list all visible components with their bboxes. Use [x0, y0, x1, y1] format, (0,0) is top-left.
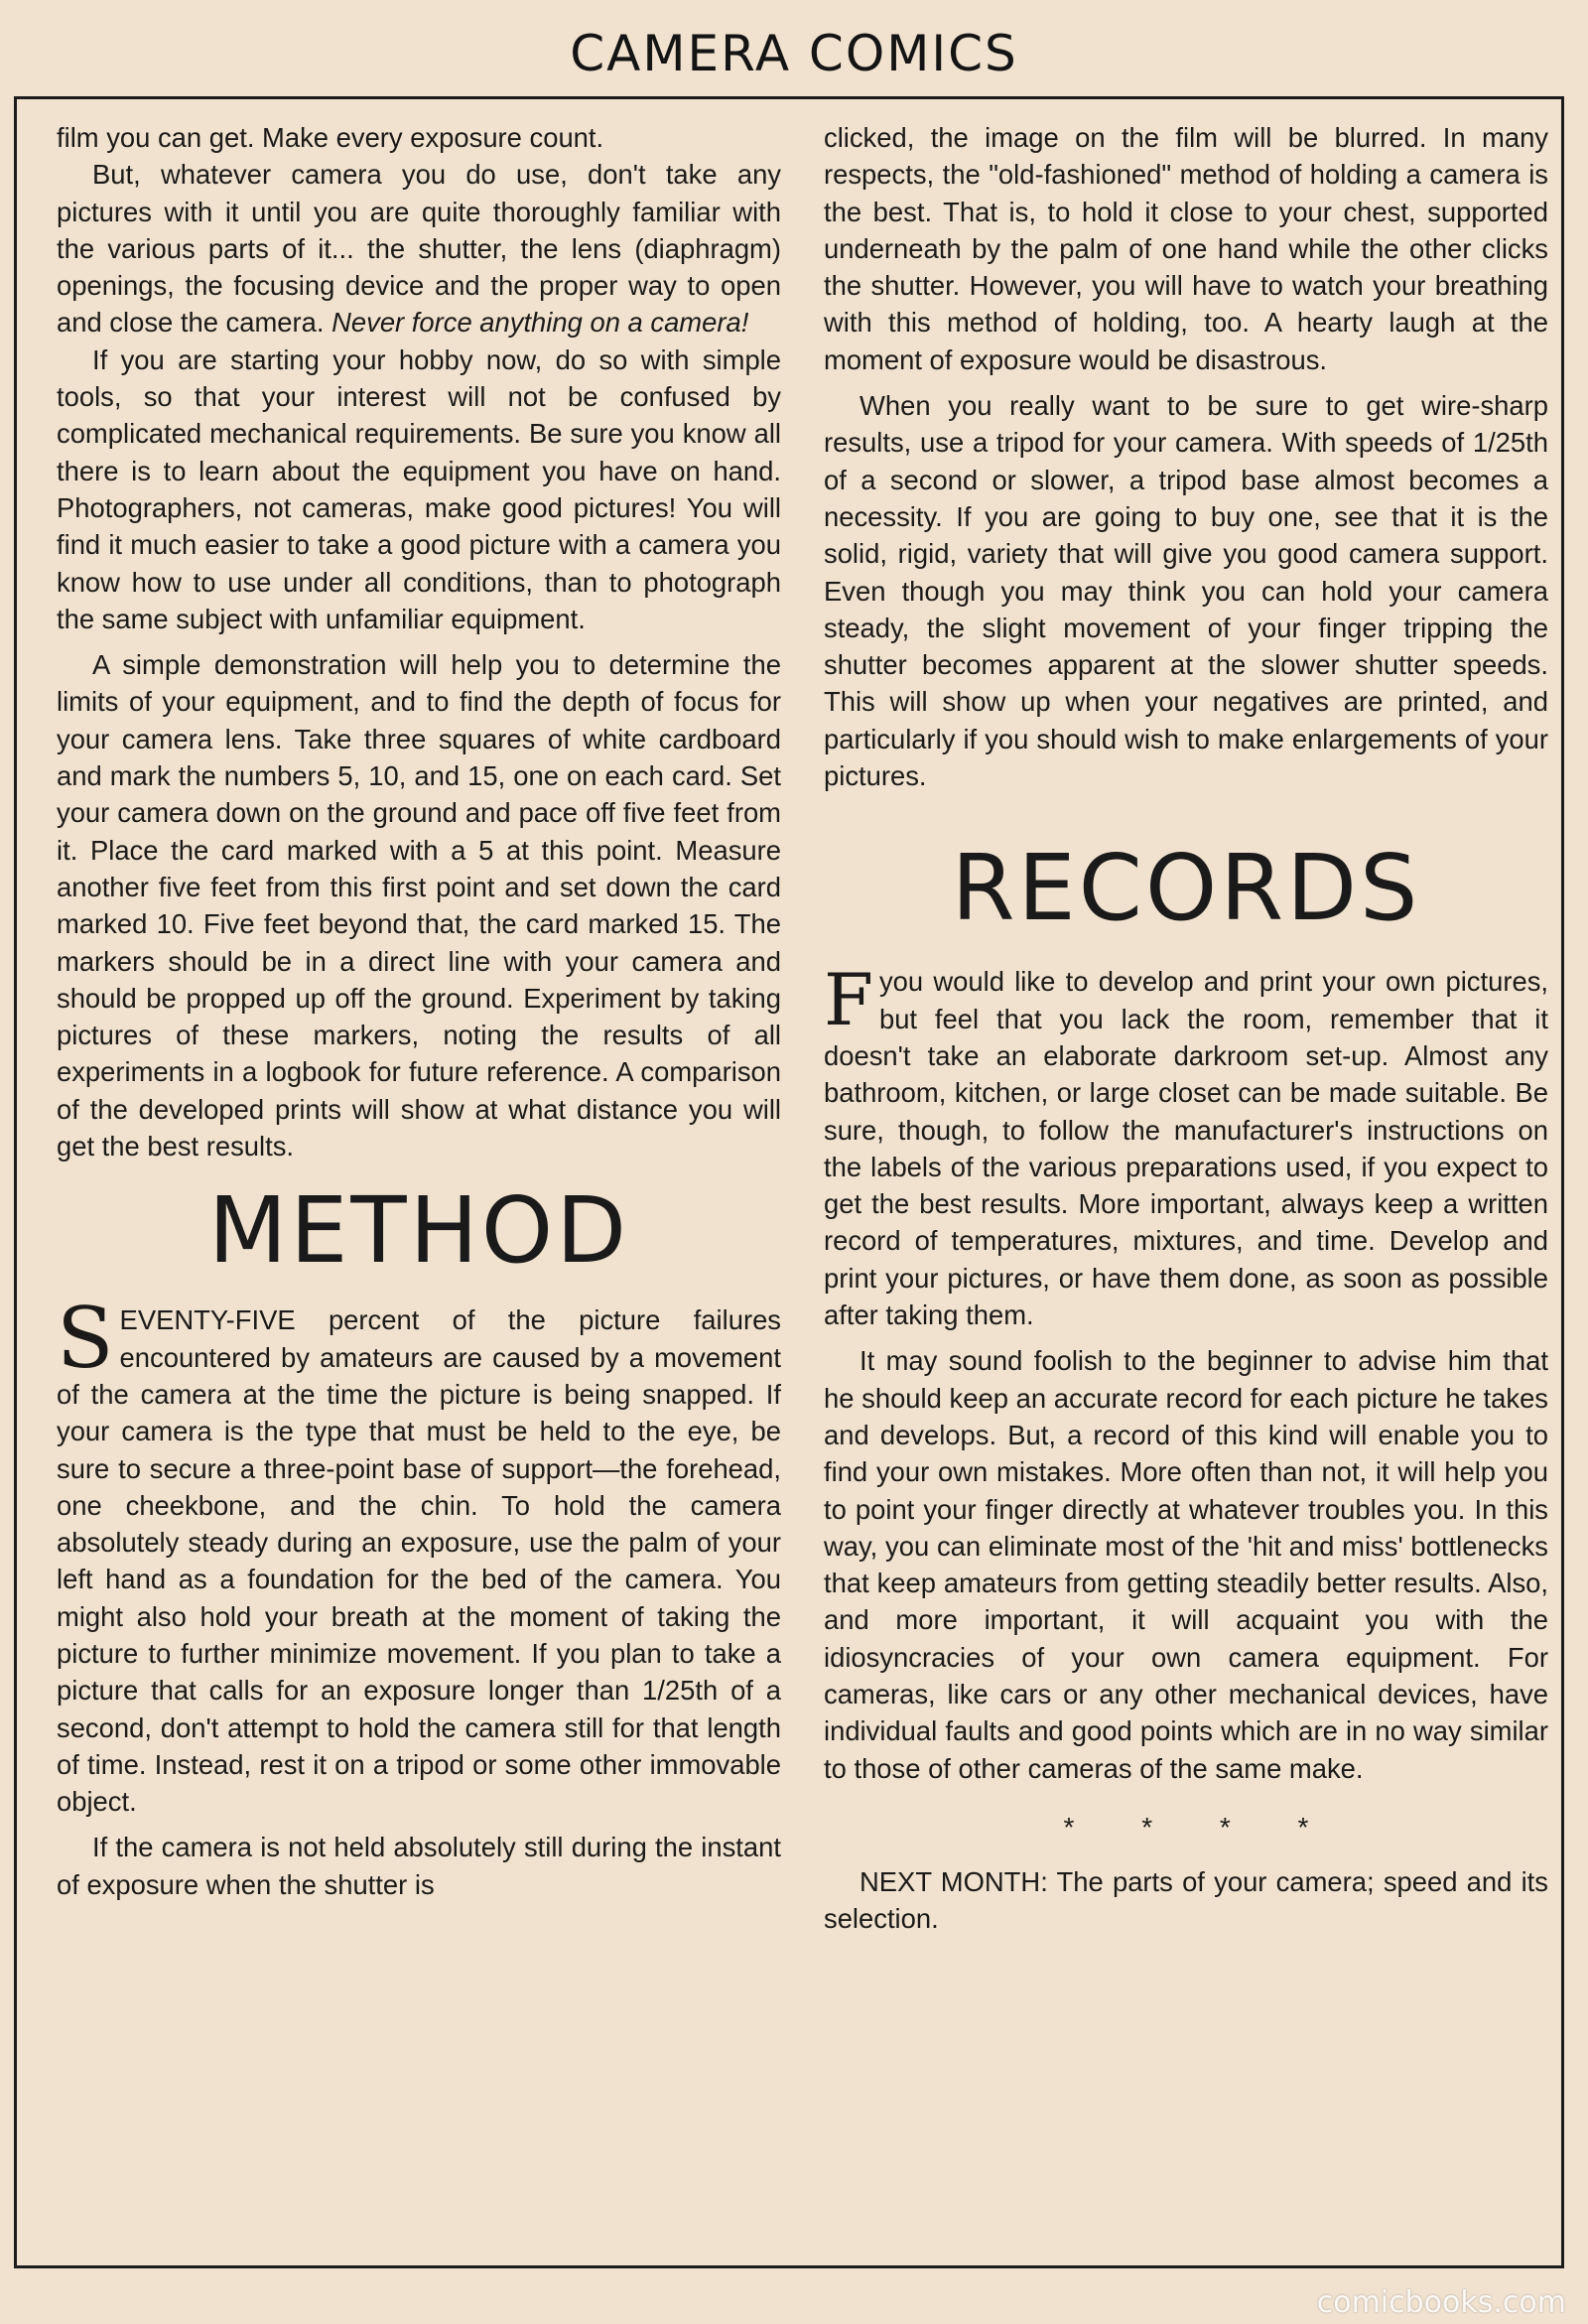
paragraph: If you are starting your hobby now, do so with simple tools, so that your interest will not be confused by complicated mechanical requirements. Be sure you know all there is to learn about the equipment you have on hand. Photographers, not cameras, make good pictures! You will find it much easier to take a good picture with a camera you know how to use under all conditions, than to photograph the same subject with unfamiliar equipment.	[57, 343, 781, 634]
paragraph-text: percent of the picture failures encountered by amateurs are caused by a movement of the camera at the time the picture is being snapped. If your camera is the type that must be held to the eye, be sure to secure a three-point base of support—the forehead, one cheekbone, and the chin. To hold the camera absolutely steady during an exposure, use the palm of your left hand as a foundation for the bed of the camera. You might also hold your breath at the moment of taking the picture to further minimize movement. If you plan to take a picture that calls for an exposure longer than 1/25th of a second, don't attempt to hold the camera still for that length of time. Instead, rest it on a tripod or some other immovable object.	[57, 1304, 781, 1818]
right-column	[824, 119, 1548, 2283]
section-divider-stars: * * * *	[1063, 1811, 1339, 1843]
drop-cap: F	[824, 958, 873, 1042]
left-column	[57, 119, 781, 2283]
emphasis-text: Never force anything on a camera!	[331, 307, 749, 339]
records-heading: RECORDS	[951, 835, 1421, 942]
paragraph	[57, 156, 781, 341]
paragraph	[57, 1290, 781, 1820]
lead-in-caps: EVENTY-FIVE	[119, 1304, 296, 1336]
drop-cap: S	[57, 1290, 114, 1388]
next-month-teaser: NEXT MONTH: The parts of your camera; speed and its selection.	[824, 1866, 1548, 1935]
paragraph: It may sound foolish to the beginner to advise him that he should keep an accurate record for each picture he takes and develops. But, a record of this kind will enable you to find your own mistakes. More often than not, it will help you to point your finger directly at whatever troubles you. In this way, you can eliminate most of the 'hit and miss' bottlenecks that keep amateurs from getting steadily better results. Also, and more important, it will acquaint you with the idiosyncracies of your own camera equipment. For cameras, like cars or any other mechanical devices, have individual faults and good points which are in no way similar to those of other cameras of the same make.	[824, 1345, 1548, 1784]
paragraph-text: you would like to develop and print your own pictures, but feel that you lack the room, remember that it doesn't take an elaborate darkroom set-up. Almost any bathroom, kitchen, or large closet can be made suitable. Be sure, though, to follow the manufacturer's instructions on the labels of the various preparations used, if you expect to get the best results. More important, always keep a written record of temperatures, mixtures, and time. Develop and print your pictures, or have them done, as soon as possible after taking them.	[824, 966, 1548, 1331]
paragraph: A simple demonstration will help you to determine the limits of your equipment, and to find the depth of focus for your camera lens. Take three squares of white cardboard and mark the numbers 5, 10, and 15, one on each card. Set your camera down on the ground and pace off five feet from it. Place the card marked with a 5 at this point. Measure another five feet from this first point and set down the card marked 10. Five feet beyond that, the card marked 15. The markers should be in a direct line with your camera and should be propped up off the ground. Experiment by taking pictures of these markers, noting the results of all experiments in a logbook for future reference. A comparison of the developed prints will show at what distance you will get the best results.	[57, 649, 781, 1162]
watermark: comicbooks.com	[1316, 2285, 1566, 2320]
paragraph: If the camera is not held absolutely still during the instant of exposure when the shutter is	[57, 1832, 781, 1900]
paragraph: When you really want to be sure to get wire-sharp results, use a tripod for your camera. With speeds of 1/25th of a second or slower, a tripod base almost becomes a necessity. If you are going to buy one, see that it is the solid, rigid, variety that will give you good camera support. Even though you may think you can hold your camera steady, the slight movement of your finger tripping the shutter becomes apparent at the slower shutter speeds. This will show up when your negatives are printed, and particularly if you should wish to make enlargements of your pictures.	[824, 390, 1548, 792]
paragraph: clicked, the image on the film will be blurred. In many respects, the "old-fashioned" method of holding a camera is the best. That is, to hold it close to your chest, supported underneath by the palm of one hand while the other clicks the shutter. However, you will have to watch your breathing with this method of holding, too. A hearty laugh at the moment of exposure would be disastrous.	[824, 122, 1548, 375]
method-heading: METHOD	[207, 1177, 630, 1285]
paragraph	[824, 958, 1548, 1333]
paragraph-text: But, whatever camera you do use, don't take any pictures with it until you are quite thoroughly familiar with the various parts of it... the shutter, the lens (diaphragm) openings, the focusing device and the proper way to open and close the camera.	[57, 159, 781, 339]
page-title: CAMERA COMICS	[570, 25, 1018, 82]
paragraph: film you can get. Make every exposure count.	[57, 122, 604, 153]
